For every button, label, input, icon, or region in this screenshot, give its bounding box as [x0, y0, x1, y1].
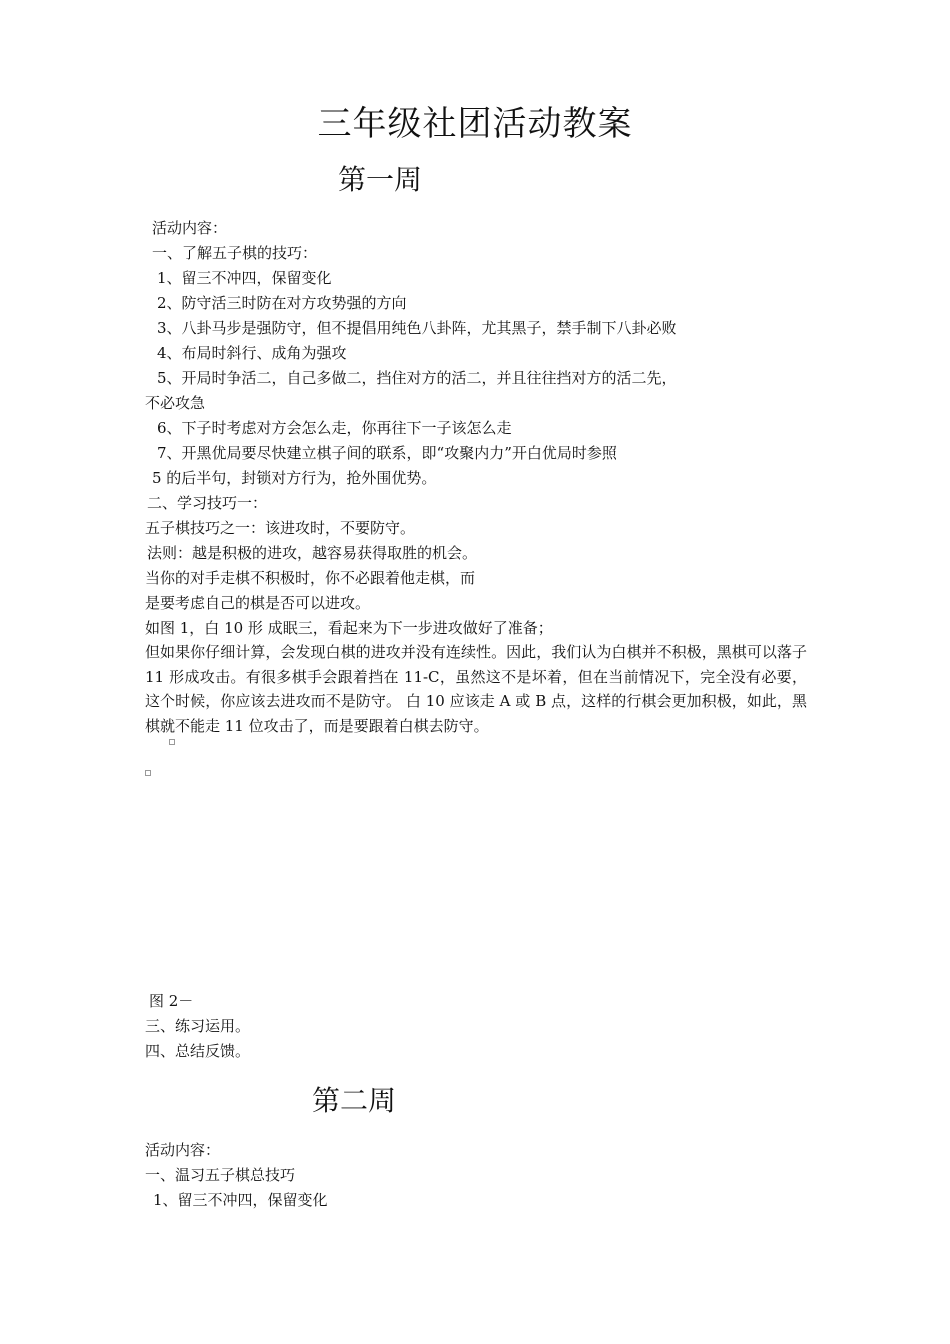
document-title: 三年级社团活动教案 [317, 104, 633, 144]
week2-section1: 一、温习五子棋总技巧 [145, 1166, 296, 1184]
week1-tip-7-cont: 5 的后半句，封锁对方行为，抢外围优势。 [152, 469, 437, 487]
figure-placeholder-mark [169, 739, 175, 745]
figure-placeholder-mark [145, 770, 151, 776]
week1-heading: 第一周 [338, 163, 423, 196]
week1-activity-label: 活动内容： [152, 219, 228, 237]
technique-paragraph: 但如果你仔细计算，会发现白棋的进攻并没有连续性。因此，我们认为白棋并不积极，黑棋可以落子 11 形成攻击。有很多棋手会跟着挡在 11-C，虽然这不是坏着，但在当前情况下，完全没有必要，这个时候，你应该去进攻而不是防守。 白 10 应该走 A 或 B 点，这样的行棋会更加积极，如此，黑棋就不能走 11 位攻击了，而是要跟着白棋去防守。 [145, 643, 807, 735]
week1-tip-3: 3、八卦马步是强防守，但不提倡用纯色八卦阵，尤其黑子，禁手制下八卦必败 [157, 319, 677, 337]
week1-section4: 四、总结反馈。 [145, 1042, 251, 1060]
week2-tip-1: 1、留三不冲四，保留变化 [153, 1191, 328, 1209]
technique-line-5: 如图 1，白 10 形 成眠三，看起来为下一步进攻做好了准备； [145, 619, 553, 637]
week1-tip-5: 5、开局时争活二，自己多做二，挡住对方的活二，并且往往挡对方的活二先， [157, 369, 677, 387]
week1-tip-2: 2、防守活三时防在对方攻势强的方向 [157, 294, 407, 312]
week2-heading: 第二周 [312, 1084, 397, 1117]
technique-line-3: 当你的对手走棋不积极时，你不必跟着他走棋，而 [145, 569, 476, 587]
figure-caption: 图 2－ [149, 992, 194, 1010]
week1-section1: 一、了解五子棋的技巧： [152, 244, 318, 262]
week2-activity-label: 活动内容： [145, 1141, 221, 1159]
week1-tip-4: 4、布局时斜行、成角为强攻 [157, 344, 347, 362]
week1-tip-7: 7、开黑优局要尽快建立棋子间的联系，即“攻聚内力”开白优局时参照 [157, 444, 617, 462]
week1-section2: 二、学习技巧一： [147, 494, 268, 512]
technique-line-1: 五子棋技巧之一：该进攻时，不要防守。 [145, 519, 416, 537]
week1-tip-6: 6、下子时考虑对方会怎么走，你再往下一子该怎么走 [157, 419, 512, 437]
technique-line-4: 是要考虑自己的棋是否可以进攻。 [145, 594, 371, 612]
week1-tip-1: 1、留三不冲四，保留变化 [157, 269, 332, 287]
technique-line-2: 法则：越是积极的进攻，越容易获得取胜的机会。 [147, 544, 478, 562]
week1-section3: 三、练习运用。 [145, 1017, 251, 1035]
week1-tip-5-cont: 不必攻急 [145, 394, 206, 412]
